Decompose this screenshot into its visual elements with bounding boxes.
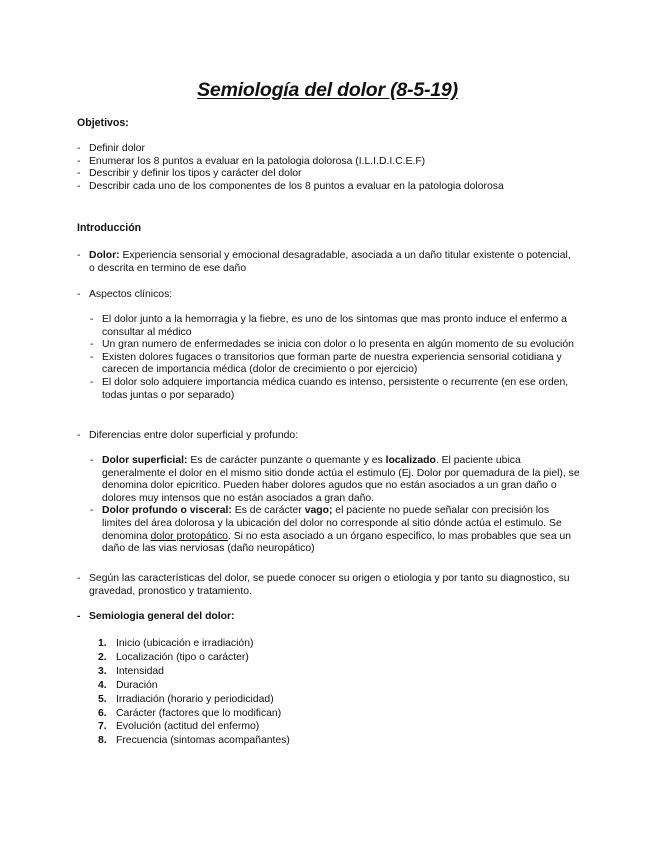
list-item: - Aspectos clínicos:: [77, 289, 577, 302]
item-number: 8.: [98, 735, 107, 747]
profundo-bold-word: vago;: [304, 505, 333, 517]
aspectos-clinicos-list: [90, 314, 578, 402]
segun-paragraph: [77, 573, 577, 598]
list-item: - Describir cada uno de los componentes de los 8 puntos a evaluar en la patologia dolorosa: [77, 181, 597, 194]
item-number: 5.: [98, 693, 107, 705]
list-item: - El dolor junto a la hemorragia y la fiebre, es uno de los sintomas que mas pronto induce el enfermo a consultar al médico: [90, 314, 578, 339]
list-item: - Un gran numero de enfermedades se inicia con dolor o lo presenta en algún momento de su evolución: [90, 339, 578, 352]
dolor-superficial-item: [90, 455, 580, 505]
list-item: - Enumerar los 8 puntos a evaluar en la patologia dolorosa (I.L.I.D.I.C.E.F): [77, 156, 597, 169]
profundo-term: Dolor profundo o visceral:: [102, 505, 232, 517]
list-item: [98, 665, 498, 679]
dolor-definition: [77, 250, 577, 275]
item-text: Carácter (factores que lo modifican): [116, 707, 282, 719]
item-number: 1.: [98, 638, 107, 649]
list-item: [98, 679, 498, 693]
introduccion-heading: Introducción: [77, 222, 142, 234]
item-text: Inicio (ubicación e irradiación): [116, 638, 254, 649]
dolor-profundo-item: [90, 505, 580, 555]
tipos-dolor-list: [90, 455, 580, 556]
list-item: - El dolor solo adquiere importancia médica cuando es intenso, persistente o recurrente (en ese orden, todas juntas o por separado): [90, 377, 578, 402]
list-item: - Diferencias entre dolor superficial y profundo:: [77, 430, 577, 443]
list-item: - Describir y definir los tipos y carácter del dolor: [77, 168, 597, 181]
item-number: 2.: [98, 651, 107, 663]
objetivos-list: [77, 143, 597, 193]
item-text: Localización (tipo o carácter): [116, 651, 249, 663]
item-text: Frecuencia (sintomas acompañantes): [116, 735, 290, 747]
profundo-text-b: el paciente no puede señalar con precisión los limites del área dolorosa y la ubicación del dolor no corresponde al sitio dónde actúa el estimulo. Se denomina: [102, 505, 562, 542]
dolor-def: Experiencia sensorial y emocional desagradable, asociada a un daño titular existente o potencial, o descrita en termino de ese daño: [89, 250, 571, 274]
profundo-text-a: Es de carácter: [234, 505, 302, 517]
page-title: Semiología del dolor (8-5-19): [197, 79, 458, 101]
semiologia-list: [98, 637, 498, 748]
superficial-term: Dolor superficial:: [102, 455, 188, 466]
diferencias-label: [77, 430, 577, 443]
list-item: [98, 637, 498, 651]
item-text: Evolución (actitud del enfermo): [116, 721, 260, 733]
item-number: 7.: [98, 721, 107, 733]
profundo-underlined: dolor protopático: [150, 530, 228, 542]
item-number: 4.: [98, 679, 107, 691]
superficial-bold-word: localizado: [385, 455, 436, 466]
list-item: - Existen dolores fugaces o transitorios que forman parte de nuestra experiencia sensorial cotidiana y carecen de importancia médica (dolor de crecimiento o por ejercicio): [90, 352, 578, 377]
aspectos-clinicos-label: [77, 289, 577, 302]
list-item: [98, 707, 498, 721]
item-text: Duración: [116, 679, 158, 691]
semiologia-general-heading: [77, 611, 577, 624]
list-item: [98, 693, 498, 707]
objetivos-heading: Objetivos:: [77, 117, 129, 129]
list-item: [98, 734, 498, 748]
superficial-text-a: Es de carácter punzante o quemante y es: [190, 455, 383, 466]
item-number: 3.: [98, 665, 107, 677]
dolor-term: Dolor:: [89, 250, 120, 261]
list-item: - Semiologia general del dolor:: [77, 611, 577, 624]
list-item: - Definir dolor: [77, 143, 597, 156]
superficial-text-b: . El paciente ubica generalmente el dolor en el mismo sitio donde actúa el estimulo (Ej. Dolor por quemadura de la piel), se denomina dolor epicritico. Pueden haber dolores agudos que no están asociados a un gran daño o dolores muy intensos que no están asociados a gran daño.: [102, 455, 580, 504]
item-text: Intensidad: [116, 665, 164, 677]
list-item: [98, 651, 498, 665]
profundo-text-c: . Si no esta asociado a un órgano especifico, lo mas probables que sea un daño de las vias nerviosas (daño neuropático): [102, 530, 572, 555]
list-item: [98, 720, 498, 734]
item-text: Irradiación (horario y periodicidad): [116, 693, 274, 705]
list-item: - Según las características del dolor, se puede conocer su origen o etiologia y por tanto su diagnostico, su gravedad, pronostico y tratamiento.: [77, 573, 577, 598]
list-item: [77, 250, 577, 275]
item-number: 6.: [98, 707, 107, 719]
